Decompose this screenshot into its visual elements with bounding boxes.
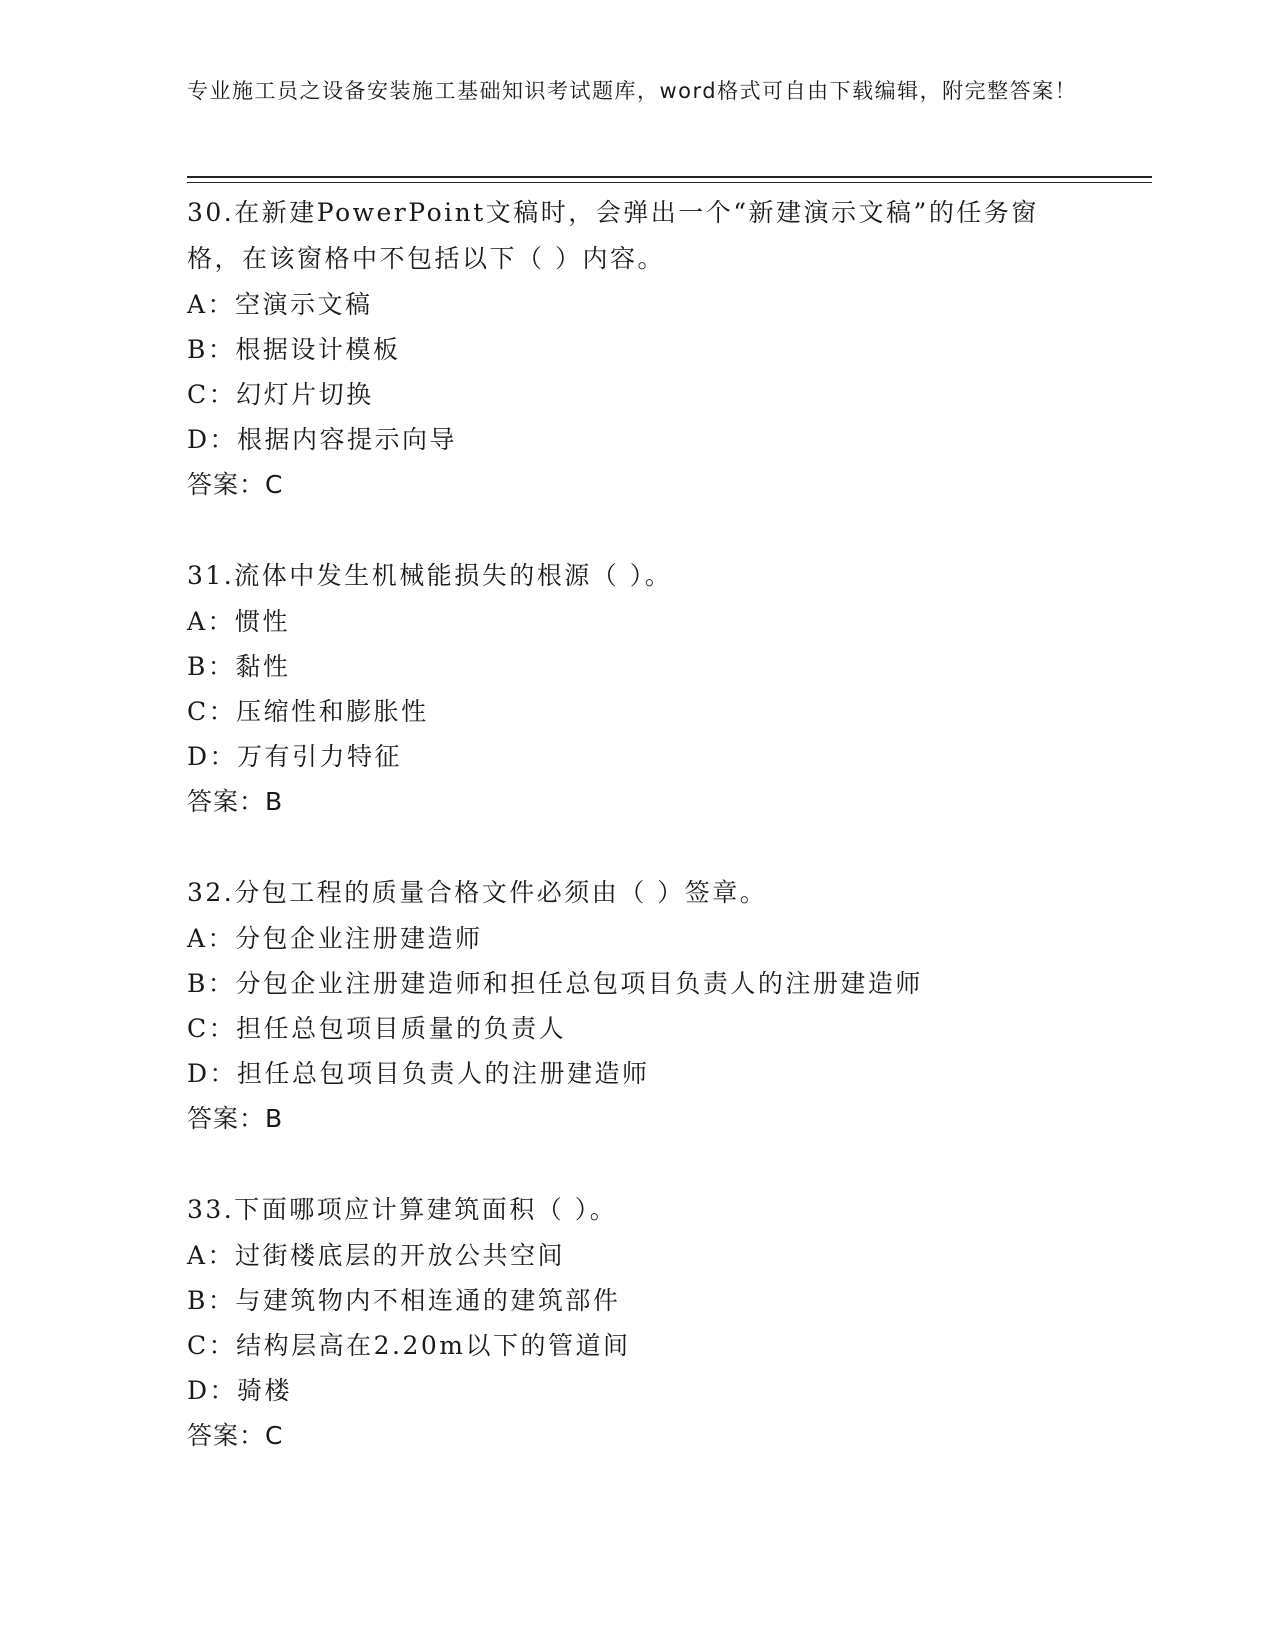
option-b: B：根据设计模板 bbox=[187, 335, 401, 364]
question-stem: 31.流体中发生机械能损失的根源（ ）。 bbox=[187, 561, 673, 590]
option-b: B：分包企业注册建造师和担任总包项目负责人的注册建造师 bbox=[187, 969, 923, 998]
answer-line: 答案：B bbox=[187, 787, 284, 816]
option-a: A：过街楼底层的开放公共空间 bbox=[187, 1241, 566, 1270]
option-c: C：幻灯片切换 bbox=[187, 380, 374, 409]
question-stem: 33.下面哪项应计算建筑面积（ ）。 bbox=[187, 1195, 618, 1224]
option-c: C：结构层高在2.20m以下的管道间 bbox=[187, 1331, 631, 1360]
option-d: D：根据内容提示向导 bbox=[187, 425, 458, 454]
answer-line: 答案：C bbox=[187, 1421, 284, 1450]
question-32 bbox=[187, 870, 1152, 1141]
answer-line: 答案：B bbox=[187, 1104, 284, 1133]
option-c: C：担任总包项目质量的负责人 bbox=[187, 1014, 567, 1043]
answer-line: 答案：C bbox=[187, 470, 284, 499]
option-c: C：压缩性和膨胀性 bbox=[187, 697, 429, 726]
option-a: A：惯性 bbox=[187, 607, 291, 636]
question-33 bbox=[187, 1187, 1152, 1458]
option-a: A：分包企业注册建造师 bbox=[187, 924, 483, 953]
option-a: A：空演示文稿 bbox=[187, 290, 373, 319]
question-stem: 32.分包工程的质量合格文件必须由（ ）签章。 bbox=[187, 878, 768, 907]
question-30 bbox=[187, 190, 1152, 507]
header-divider-thick bbox=[187, 176, 1152, 178]
option-b: B：黏性 bbox=[187, 652, 291, 681]
option-d: D：担任总包项目负责人的注册建造师 bbox=[187, 1059, 650, 1088]
question-31 bbox=[187, 553, 1152, 824]
option-d: D：骑楼 bbox=[187, 1376, 293, 1405]
header-divider-thin bbox=[187, 182, 1152, 183]
question-stem: 30.在新建PowerPoint文稿时，会弹出一个“新建演示文稿”的任务窗格，在该窗格中不包括以下（ ）内容。 bbox=[187, 198, 1039, 273]
option-b: B：与建筑物内不相连通的建筑部件 bbox=[187, 1286, 621, 1315]
option-d: D：万有引力特征 bbox=[187, 742, 403, 771]
question-list bbox=[187, 190, 1152, 1504]
document-header: 专业施工员之设备安装施工基础知识考试题库，word格式可自由下载编辑，附完整答案！ bbox=[187, 79, 1078, 103]
